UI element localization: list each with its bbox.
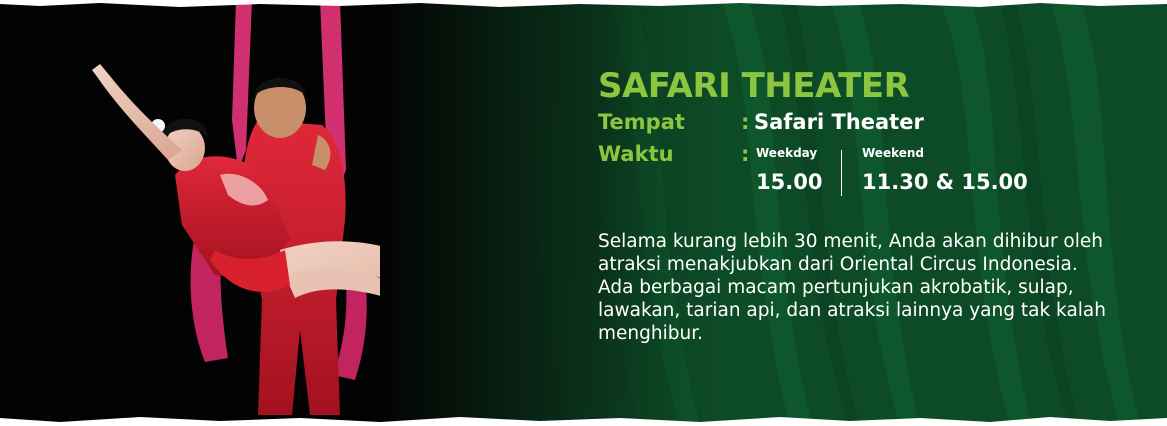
weekday-schedule — [756, 146, 822, 194]
time-label: Waktu — [598, 142, 674, 166]
place-label: Tempat — [598, 110, 685, 134]
stripe-pattern — [380, 0, 1167, 426]
place-colon: : — [741, 110, 750, 134]
weekend-label: Weekend — [862, 146, 925, 160]
weekday-time: 15.00 — [756, 170, 823, 194]
weekend-time: 11.30 & 15.00 — [862, 170, 1028, 194]
weekday-label: Weekday — [756, 146, 818, 160]
time-colon: : — [741, 142, 750, 166]
event-info — [598, 66, 1138, 344]
time-row — [598, 138, 1138, 208]
schedule-divider — [841, 150, 842, 196]
green-panel-background — [380, 0, 1167, 426]
place-value: Safari Theater — [754, 110, 924, 134]
weekend-schedule — [862, 146, 1028, 194]
torn-edge-bottom — [0, 412, 1167, 426]
page-title: SAFARI THEATER — [598, 66, 910, 106]
torn-edge-top — [0, 0, 1167, 10]
place-row — [598, 106, 1138, 138]
description: Selama kurang lebih 30 menit, Anda akan dihibur oleh atraksi menakjubkan dari Oriental Circus Indonesia. Ada berbagai macam pertunjukan akrobatik, sulap, lawakan, tarian api, dan atraksi lainnya yang tak kalah menghibur. — [598, 231, 1106, 344]
